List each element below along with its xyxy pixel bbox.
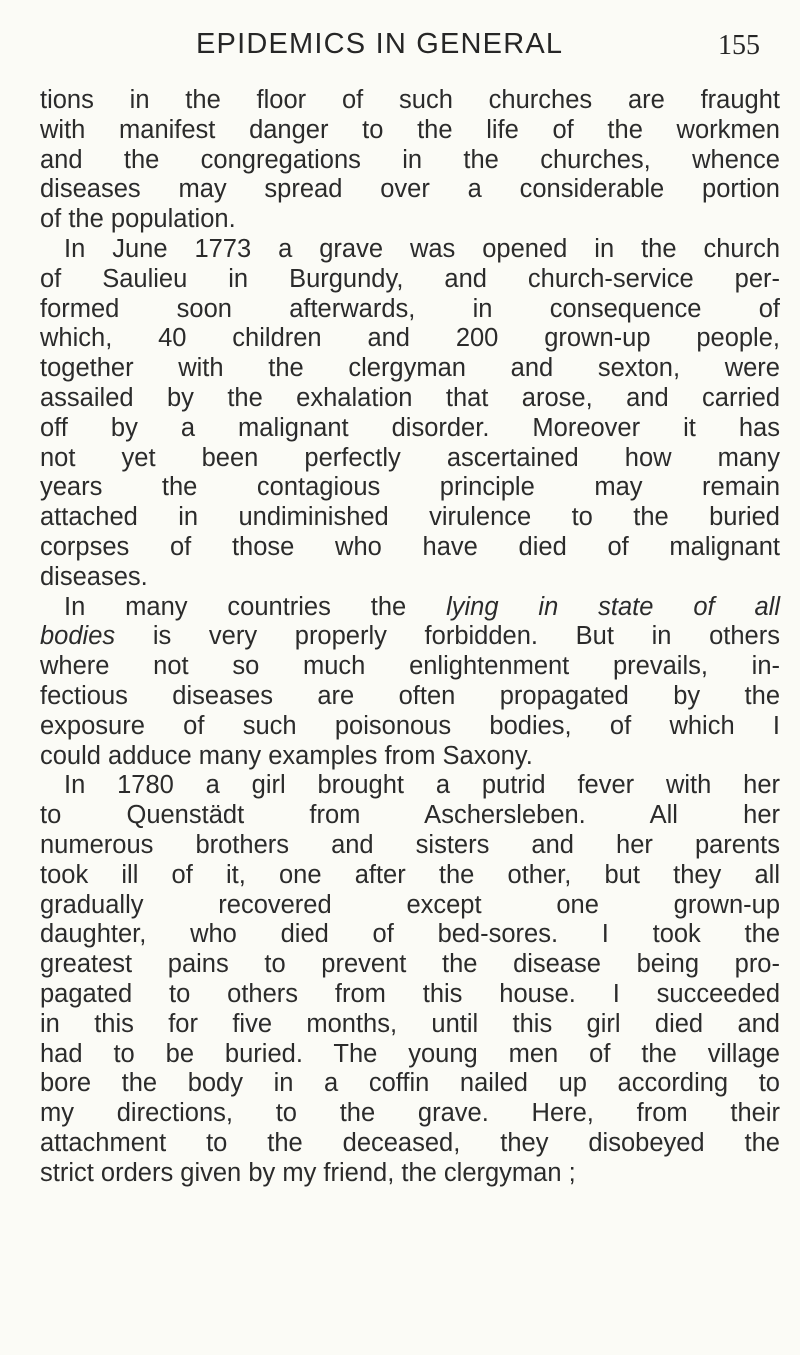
text-line: took ill of it, one after the other, but they all	[40, 860, 780, 889]
text-line: to Quenstädt from Aschersleben. All her	[40, 801, 780, 830]
text-line: with manifest danger to the life of the workmen	[40, 115, 780, 144]
text-line: corpses of those who have died of malignant	[40, 532, 780, 561]
text-line: and the congregations in the churches, whence	[40, 145, 780, 174]
text-line: diseases may spread over a considerable portion	[40, 175, 780, 204]
text-line: off by a malignant disorder. Moreover it has	[40, 413, 780, 442]
text-line: diseases.	[40, 562, 148, 591]
text-line: years the contagious principle may remain	[40, 473, 780, 502]
text-line: bore the body in a coffin nailed up according to	[40, 1069, 780, 1098]
text-run: In many countries the	[64, 592, 447, 621]
text-line: my directions, to the grave. Here, from their	[40, 1099, 780, 1128]
text-line: formed soon afterwards, in consequence of	[40, 294, 780, 323]
text-line: had to be buried. The young men of the village	[40, 1039, 780, 1068]
text-line: greatest pains to prevent the disease being pro-	[40, 950, 780, 979]
text-line: In June 1773 a grave was opened in the church	[64, 234, 780, 263]
text-line: attachment to the deceased, they disobeyed the	[40, 1128, 780, 1157]
text-line: gradually recovered except one grown-up	[40, 890, 780, 919]
text-line: In 1780 a girl brought a putrid fever with her	[64, 771, 780, 800]
text-line: pagated to others from this house. I succeeded	[40, 979, 780, 1008]
text-line: together with the clergyman and sexton, were	[40, 354, 780, 383]
italic-text: lying in state of all	[446, 592, 780, 621]
text-line: tions in the floor of such churches are fraught	[40, 86, 780, 114]
text-line: not yet been perfectly ascertained how many	[40, 443, 780, 472]
text-line: exposure of such poisonous bodies, of which I	[40, 711, 780, 740]
text-line: strict orders given by my friend, the clergyman ;	[40, 1158, 576, 1187]
text-line: numerous brothers and sisters and her parents	[40, 830, 780, 859]
running-title: EPIDEMICS IN GENERAL	[196, 28, 564, 60]
text-line: could adduce many examples from Saxony.	[40, 741, 533, 770]
text-line: attached in undiminished virulence to the buried	[40, 503, 780, 532]
text-line: daughter, who died of bed-sores. I took the	[40, 920, 780, 949]
text-line: assailed by the exhalation that arose, and carried	[40, 383, 780, 412]
text-line	[40, 593, 780, 623]
text-line	[40, 622, 780, 652]
body-text	[40, 86, 780, 1188]
text-run: is very properly forbidden. But in others	[115, 622, 780, 651]
text-line: of the population.	[40, 205, 236, 234]
page-number: 155	[718, 30, 760, 61]
running-head	[0, 28, 800, 68]
text-line: fectious diseases are often propagated by the	[40, 681, 780, 710]
text-line: which, 40 children and 200 grown-up people,	[40, 324, 780, 353]
text-line: of Saulieu in Burgundy, and church-service per-	[40, 264, 780, 293]
text-line: where not so much enlightenment prevails, in-	[40, 652, 780, 681]
italic-text: bodies	[40, 622, 116, 651]
text-line: in this for five months, until this girl died and	[40, 1009, 780, 1038]
